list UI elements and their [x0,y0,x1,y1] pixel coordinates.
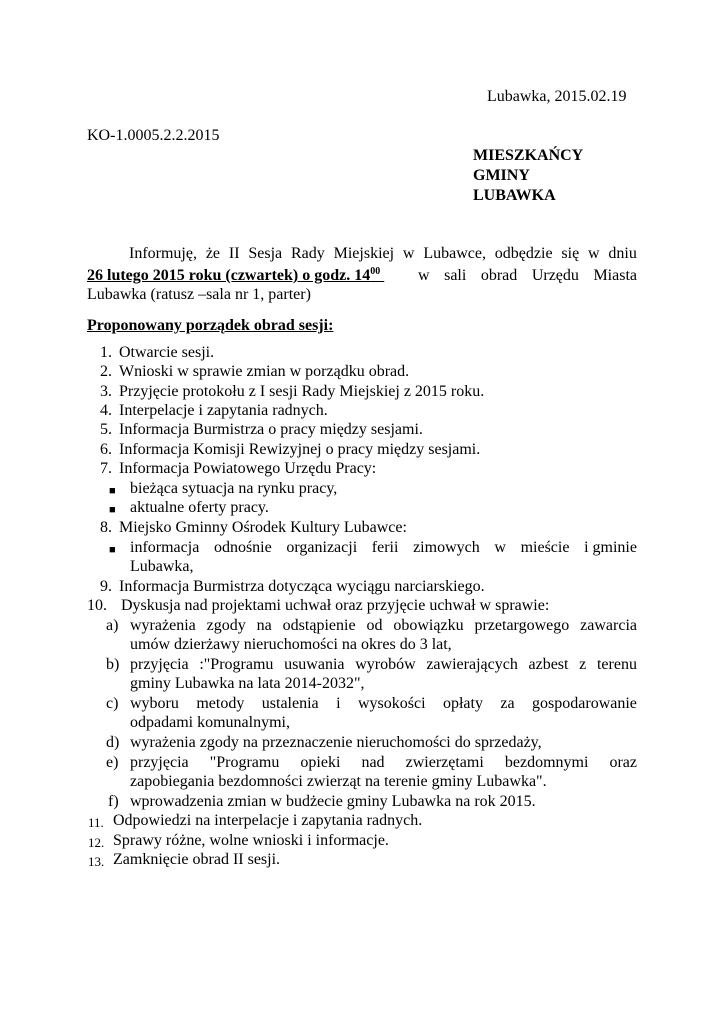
agenda-item-8a [130,538,637,557]
item-number: 3. [100,383,112,400]
agenda-item-10e [130,753,637,772]
word: terenu [596,656,637,673]
agenda-item-5: Informacja Burmistrza o pracy między sesjami. [119,421,423,438]
word: przyjęcia [130,754,189,771]
word: od [366,617,383,634]
word: w [402,245,415,262]
intro-line-3: Lubawka (ratusz –sala nr 1, parter) [87,286,311,303]
agenda-item-7b: aktualne oferty pracy. [130,499,269,516]
agenda-item-6: Informacja Komisji Rewizyjnej o pracy między sesjami. [119,441,481,458]
sub-item-letter: a) [106,617,119,634]
word: i [336,695,341,712]
word: Lubawce, [423,245,486,262]
bullet-square-icon: ■ [109,544,116,556]
word: nad [361,754,385,771]
word: zgody [206,617,246,634]
word: w [418,267,430,284]
item-number: 10. [87,597,107,614]
session-date-time [87,266,384,285]
item-number: 7. [100,460,112,477]
word: że [205,245,221,262]
agenda-item-10e-cont: zapobiegania bezdomności zwierząt na terenie gminy Lubawka". [130,773,547,790]
word: gospodarowanie [532,695,637,712]
item-number: 1. [100,344,112,361]
item-number: 8. [100,519,112,536]
agenda-item-11: Odpowiedzi na interpelacje i zapytania radnych. [113,812,423,829]
agenda-item-10b [130,655,637,674]
word: wyrobów [355,656,416,673]
agenda-item-10: Dyskusja nad projektami uchwał oraz przyjęcie uchwał w sprawie: [121,597,550,614]
agenda-item-7a: bieżąca sytuacja na rynku pracy, [130,480,338,497]
word: sali [444,267,467,284]
item-number: 5. [100,421,112,438]
sub-item-letter: c) [106,695,119,712]
addressee-line-2: GMINY [473,167,530,184]
intro-line-1 [129,244,637,263]
bullet-square-icon: ■ [109,485,116,497]
word: :"Programu [199,656,274,673]
word: odnośnie [213,539,272,556]
word: w [494,539,506,556]
word: wyboru [130,695,179,712]
agenda-title: Proponowany porządek obrad sesji: [87,317,334,334]
word: obrad [480,267,518,284]
word: Informuję, [129,245,197,262]
word: zawierających [426,656,518,673]
place-date: Lubawka, 2015.02.19 [487,88,627,105]
intro-line-2-rest [418,266,637,285]
agenda-item-10c-cont: odpadami komunalnymi, [130,714,290,731]
word: bezdomnymi [504,754,589,771]
word: Sesja [248,245,283,262]
word: mieście [520,539,570,556]
item-number: 4. [100,402,112,419]
word: wysokości [357,695,426,712]
word: zwierzętami [405,754,484,771]
word: w [588,245,600,262]
item-number: 13. [88,854,105,869]
word: zawarcia [580,617,637,634]
agenda-item-10f: wprowadzenia zmian w budżecie gminy Lubawka na rok 2015. [130,793,536,810]
session-time-minutes: 00 [370,266,381,277]
word: II [228,245,240,262]
word: obowiązku [393,617,464,634]
agenda-item-8: Miejsko Gminny Ośrodek Kultury Lubawce: [119,519,407,536]
agenda-item-12: Sprawy różne, wolne wnioski i informacje. [113,832,389,849]
word: "Programu [209,754,280,771]
sub-item-letter: e) [106,754,119,771]
word: zimowych [413,539,480,556]
agenda-item-9: Informacja Burmistrza dotycząca wyciągu narciarskiego. [119,578,485,595]
word: opieki [300,754,341,771]
item-number: 6. [100,441,112,458]
agenda-item-3: Przyjęcie protokołu z I sesji Rady Miejskiej z 2015 roku. [119,383,485,400]
word: metody [196,695,245,712]
word: oraz [609,754,637,771]
word: odstąpienie [282,617,356,634]
word: ustalenia [261,695,319,712]
item-number: 2. [100,363,112,380]
agenda-item-10a-cont: umów dzierżawy nieruchomości na okres do 3 lat, [130,636,452,653]
word: opłaty [442,695,483,712]
agenda-item-10b-cont: gminy Lubawka na lata 2014-2032", [130,675,365,692]
word: przyjęcia [130,656,189,673]
word: informacja [130,539,200,556]
agenda-item-1: Otwarcie sesji. [119,344,215,361]
bullet-square-icon: ■ [109,504,116,516]
word: dniu [608,245,637,262]
word: azbest [528,656,569,673]
word: z [579,656,587,673]
sub-item-letter: f) [108,793,119,810]
agenda-item-10a [130,616,637,635]
agenda-item-7: Informacja Powiatowego Urzędu Pracy: [119,460,377,477]
word: Miasta [593,267,637,284]
session-date-text: 26 lutego 2015 roku (czwartek) o godz. 14 [87,267,371,284]
item-number: 11. [88,815,104,830]
word: organizacji [286,539,358,556]
word: odbędzie [494,245,553,262]
word: i gminie [584,539,637,556]
item-number: 9. [100,578,112,595]
addressee-line-3: LUBAWKA [473,187,556,204]
agenda-item-10d: wyrażenia zgody na przeznaczenie nieruchomości do sprzedaży, [130,734,542,751]
word: wyrażenia [130,617,196,634]
agenda-item-8a-cont: Lubawka, [130,558,194,575]
word: się [561,245,580,262]
addressee-line-1: MIESZKAŃCY [473,147,584,164]
word: Urzędu [531,267,579,284]
word: za [500,695,515,712]
word: na [256,617,272,634]
word: usuwania [284,656,345,673]
item-number: 12. [88,835,105,850]
agenda-item-2: Wnioski w sprawie zmian w porządku obrad. [119,363,410,380]
word: Rady [291,245,325,262]
sub-item-letter: b) [106,656,120,673]
word: Miejskiej [333,245,395,262]
agenda-item-13: Zamknięcie obrad II sesji. [113,851,281,868]
word: przetargowego [474,617,570,634]
word: ferii [371,539,399,556]
sub-item-letter: d) [106,734,120,751]
agenda-item-10c [130,694,637,713]
agenda-item-4: Interpelacje i zapytania radnych. [119,402,328,419]
reference-number: KO-1.0005.2.2.2015 [87,127,220,144]
